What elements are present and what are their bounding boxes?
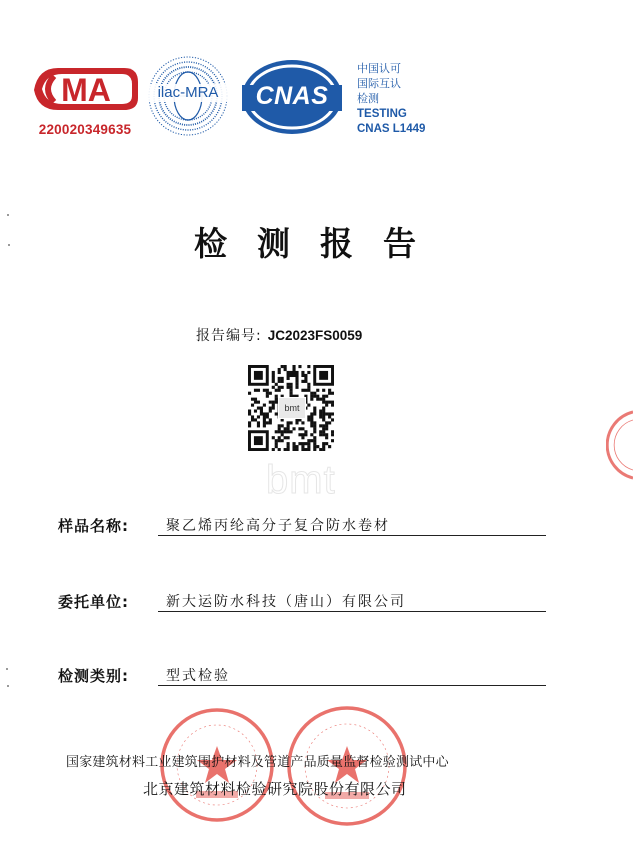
field-value: 新大运防水科技（唐山）有限公司 (166, 594, 406, 610)
cnas-caption-line: 检测 (357, 93, 379, 105)
field-label: 检测类别: (58, 667, 129, 685)
scan-speck (7, 685, 9, 687)
report-number (196, 325, 362, 345)
cma-logo (28, 62, 140, 140)
cma-mark-icon (28, 62, 140, 124)
sample-name-field (58, 513, 548, 537)
edge-seal-icon (606, 410, 633, 480)
scan-speck (7, 214, 9, 216)
client-field (58, 589, 548, 613)
field-label: 委托单位: (58, 593, 129, 611)
cnas-caption-line: 中国认可 (357, 63, 401, 75)
ilac-mra-text: ilac-MRA (146, 84, 230, 102)
field-underline (158, 685, 546, 686)
cnas-caption-line: CNAS L1449 (357, 123, 426, 135)
test-category-field (58, 663, 548, 687)
cnas-caption-line: TESTING (357, 108, 407, 120)
ilac-mra-logo (146, 54, 230, 138)
page-title: 检测报告 (194, 224, 446, 263)
field-value: 型式检验 (166, 668, 230, 684)
issuing-company-name: 北京建筑材料检验研究院股份有限公司 (143, 780, 407, 798)
issuing-center-name: 国家建筑材料工业建筑围护材料及管道产品质量监督检验测试中心 (66, 755, 449, 770)
svg-text:MA: MA (61, 72, 111, 108)
cnas-logo-text: CNAS (255, 82, 329, 110)
cnas-caption (357, 62, 425, 137)
field-underline (158, 535, 546, 536)
bmt-watermark: bmt (266, 458, 336, 502)
scan-speck (8, 244, 10, 246)
report-number-label: 报告编号: (196, 328, 262, 344)
scan-speck (6, 668, 8, 670)
field-underline (158, 611, 546, 612)
cnas-logo (240, 58, 344, 136)
field-label: 样品名称: (58, 517, 129, 535)
qr-code (248, 365, 334, 451)
qr-center-logo: bmt (278, 397, 306, 419)
field-value: 聚乙烯丙纶高分子复合防水卷材 (166, 518, 390, 534)
cma-number: 220020349635 (38, 122, 132, 137)
cnas-caption-line: 国际互认 (357, 78, 401, 90)
report-number-value: JC2023FS0059 (267, 328, 363, 343)
